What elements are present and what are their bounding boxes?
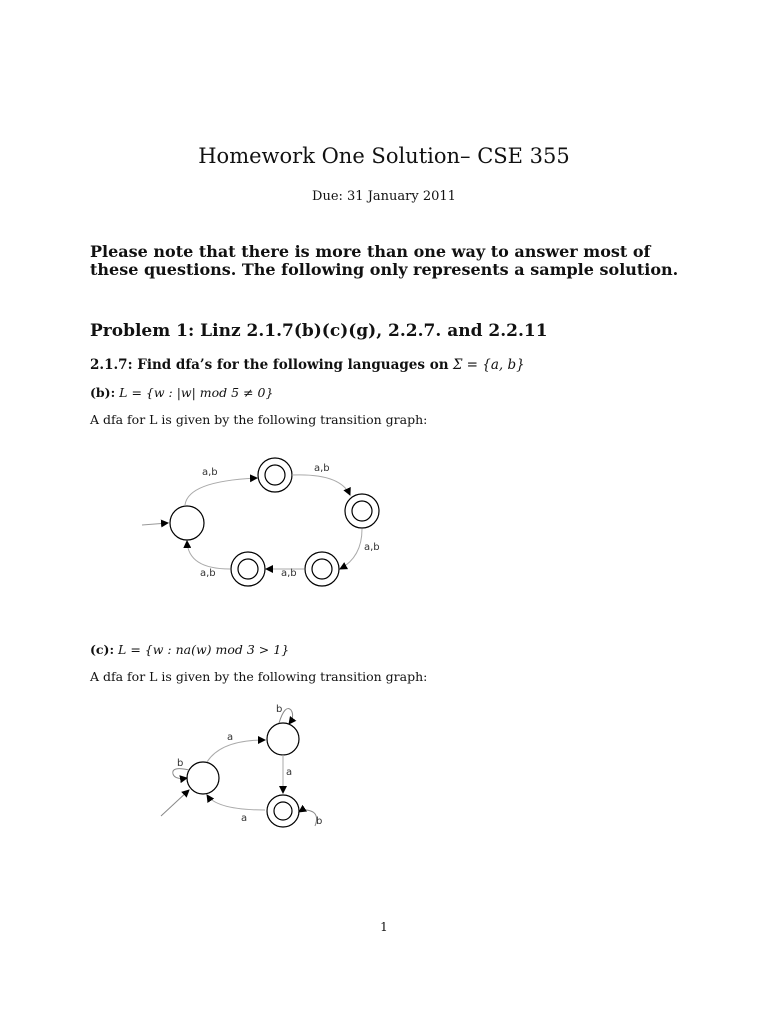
subquestion-2-1-7 xyxy=(90,357,525,373)
start-arrow xyxy=(142,523,168,525)
part-c-heading xyxy=(90,642,289,657)
edge-label: a,b xyxy=(281,568,297,579)
part-c-description: A dfa for L is given by the following transition graph: xyxy=(90,669,428,684)
part-b-language: L = {w : |w| mod 5 ≠ 0} xyxy=(119,385,274,400)
state-q4 xyxy=(231,552,265,586)
edge-p2-p0 xyxy=(207,795,265,810)
edge-p0-p1 xyxy=(207,740,265,762)
start-arrow xyxy=(161,790,189,816)
subquestion-label: 2.1.7: Find dfa’s for the following languages on xyxy=(90,357,449,373)
state-p1 xyxy=(267,723,299,755)
edge-label: a,b xyxy=(202,467,218,478)
edge-label: a xyxy=(241,813,248,824)
edge-label: a xyxy=(227,732,234,743)
self-loop-p2 xyxy=(299,810,317,826)
page-number: 1 xyxy=(380,920,388,934)
part-c-language: L = {w : na(w) mod 3 > 1} xyxy=(118,642,290,657)
state-q2 xyxy=(345,494,379,528)
edge-label: b xyxy=(316,816,323,827)
state-q0 xyxy=(170,506,204,540)
part-b-heading xyxy=(90,385,273,400)
edge-q4-q0 xyxy=(187,541,230,569)
dfa-diagram-b xyxy=(140,445,400,595)
due-date: Due: 31 January 2011 xyxy=(312,189,456,204)
edge-label: b xyxy=(177,758,184,769)
edge-q1-q2 xyxy=(292,475,350,495)
edge-label: a,b xyxy=(200,568,216,579)
alphabet-math: Σ = {a, b} xyxy=(452,357,525,373)
part-b-description: A dfa for L is given by the following transition graph: xyxy=(90,412,428,427)
state-p0 xyxy=(187,762,219,794)
sample-solution-note: Please note that there is more than one way to answer most of these questions. The following only represents a sample solution. xyxy=(90,242,679,279)
edge-label: a,b xyxy=(314,463,330,474)
edge-label: a xyxy=(286,767,293,778)
dfa-diagram-c xyxy=(155,698,355,833)
edge-label: a,b xyxy=(364,542,380,553)
problem-heading: Problem 1: Linz 2.1.7(b)(c)(g), 2.2.7. and 2.2.11 xyxy=(90,321,548,341)
page-title: Homework One Solution– CSE 355 xyxy=(198,144,570,168)
part-c-label: (c): xyxy=(90,642,115,657)
state-q1 xyxy=(258,458,292,492)
edge-q0-q1 xyxy=(185,478,257,505)
edge-q2-q3 xyxy=(340,529,362,569)
state-p2 xyxy=(267,795,299,827)
part-b-label: (b): xyxy=(90,385,116,400)
edge-label: b xyxy=(276,704,283,715)
state-q3 xyxy=(305,552,339,586)
